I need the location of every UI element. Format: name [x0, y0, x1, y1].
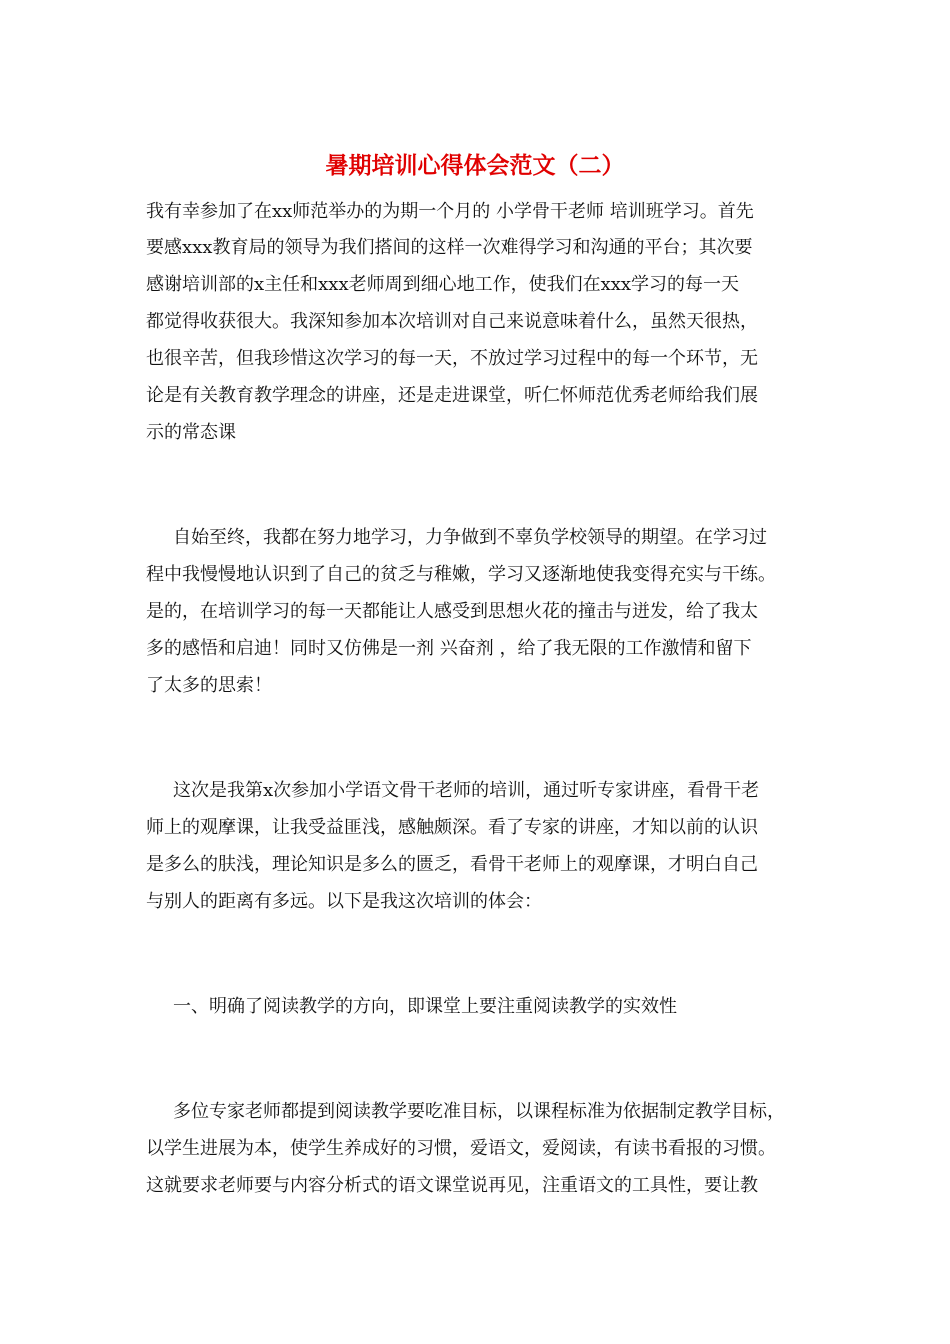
- paragraph-3-line-1: 这次是我第x次参加小学语文骨干老师的培训，通过听专家讲座，看骨干老: [173, 780, 760, 801]
- paragraph-1-line-2: 要感xxx教育局的领导为我们搭间的这样一次难得学习和沟通的平台；其次要: [146, 237, 753, 258]
- paragraph-1-line-7: 示的常态课: [146, 422, 236, 443]
- paragraph-1-line-1: 我有幸参加了在xx师范举办的为期一个月的 小学骨干老师 培训班学习。首先: [146, 201, 754, 222]
- paragraph-5-line-3: 这就要求老师要与内容分析式的语文课堂说再见，注重语文的工具性，要让教: [146, 1175, 758, 1196]
- paragraph-3-line-3: 是多么的肤浅，理论知识是多么的匮乏，看骨干老师上的观摩课，才明白自己: [146, 854, 758, 875]
- paragraph-3-line-2: 师上的观摩课，让我受益匪浅，感触颇深。看了专家的讲座，才知以前的认识: [146, 817, 758, 838]
- paragraph-5-line-1: 多位专家老师都提到阅读教学要吃准目标，以课程标准为依据制定教学目标，: [173, 1101, 785, 1122]
- document-title: 暑期培训心得体会范文（二）: [325, 152, 625, 179]
- paragraph-2-line-2: 程中我慢慢地认识到了自己的贫乏与稚嫩，学习又逐渐地使我变得充实与干练。: [146, 564, 776, 585]
- paragraph-1-line-5: 也很辛苦，但我珍惜这次学习的每一天，不放过学习过程中的每一个环节，无: [146, 348, 758, 369]
- paragraph-1-line-4: 都觉得收获很大。我深知参加本次培训对自己来说意味着什么，虽然天很热，: [146, 311, 758, 332]
- paragraph-2-line-5: 了太多的思索！: [146, 675, 272, 696]
- paragraph-1-line-6: 论是有关教育教学理念的讲座，还是走进课堂，听仁怀师范优秀老师给我们展: [146, 385, 758, 406]
- section-heading-1: 一、明确了阅读教学的方向，即课堂上要注重阅读教学的实效性: [173, 996, 677, 1017]
- paragraph-2-line-4: 多的感悟和启迪！同时又仿佛是一剂 兴奋剂 ，给了我无限的工作激情和留下: [146, 638, 752, 659]
- paragraph-5-line-2: 以学生进展为本，使学生养成好的习惯，爱语文，爱阅读，有读书看报的习惯。: [146, 1138, 776, 1159]
- paragraph-3-line-4: 与别人的距离有多远。以下是我这次培训的体会：: [146, 891, 542, 912]
- paragraph-2-line-3: 是的，在培训学习的每一天都能让人感受到思想火花的撞击与迸发，给了我太: [146, 601, 758, 622]
- paragraph-1-line-3: 感谢培训部的x主任和xxx老师周到细心地工作，使我们在xxx学习的每一天: [146, 274, 740, 295]
- paragraph-2-line-1: 自始至终，我都在努力地学习，力争做到不辜负学校领导的期望。在学习过: [173, 527, 767, 548]
